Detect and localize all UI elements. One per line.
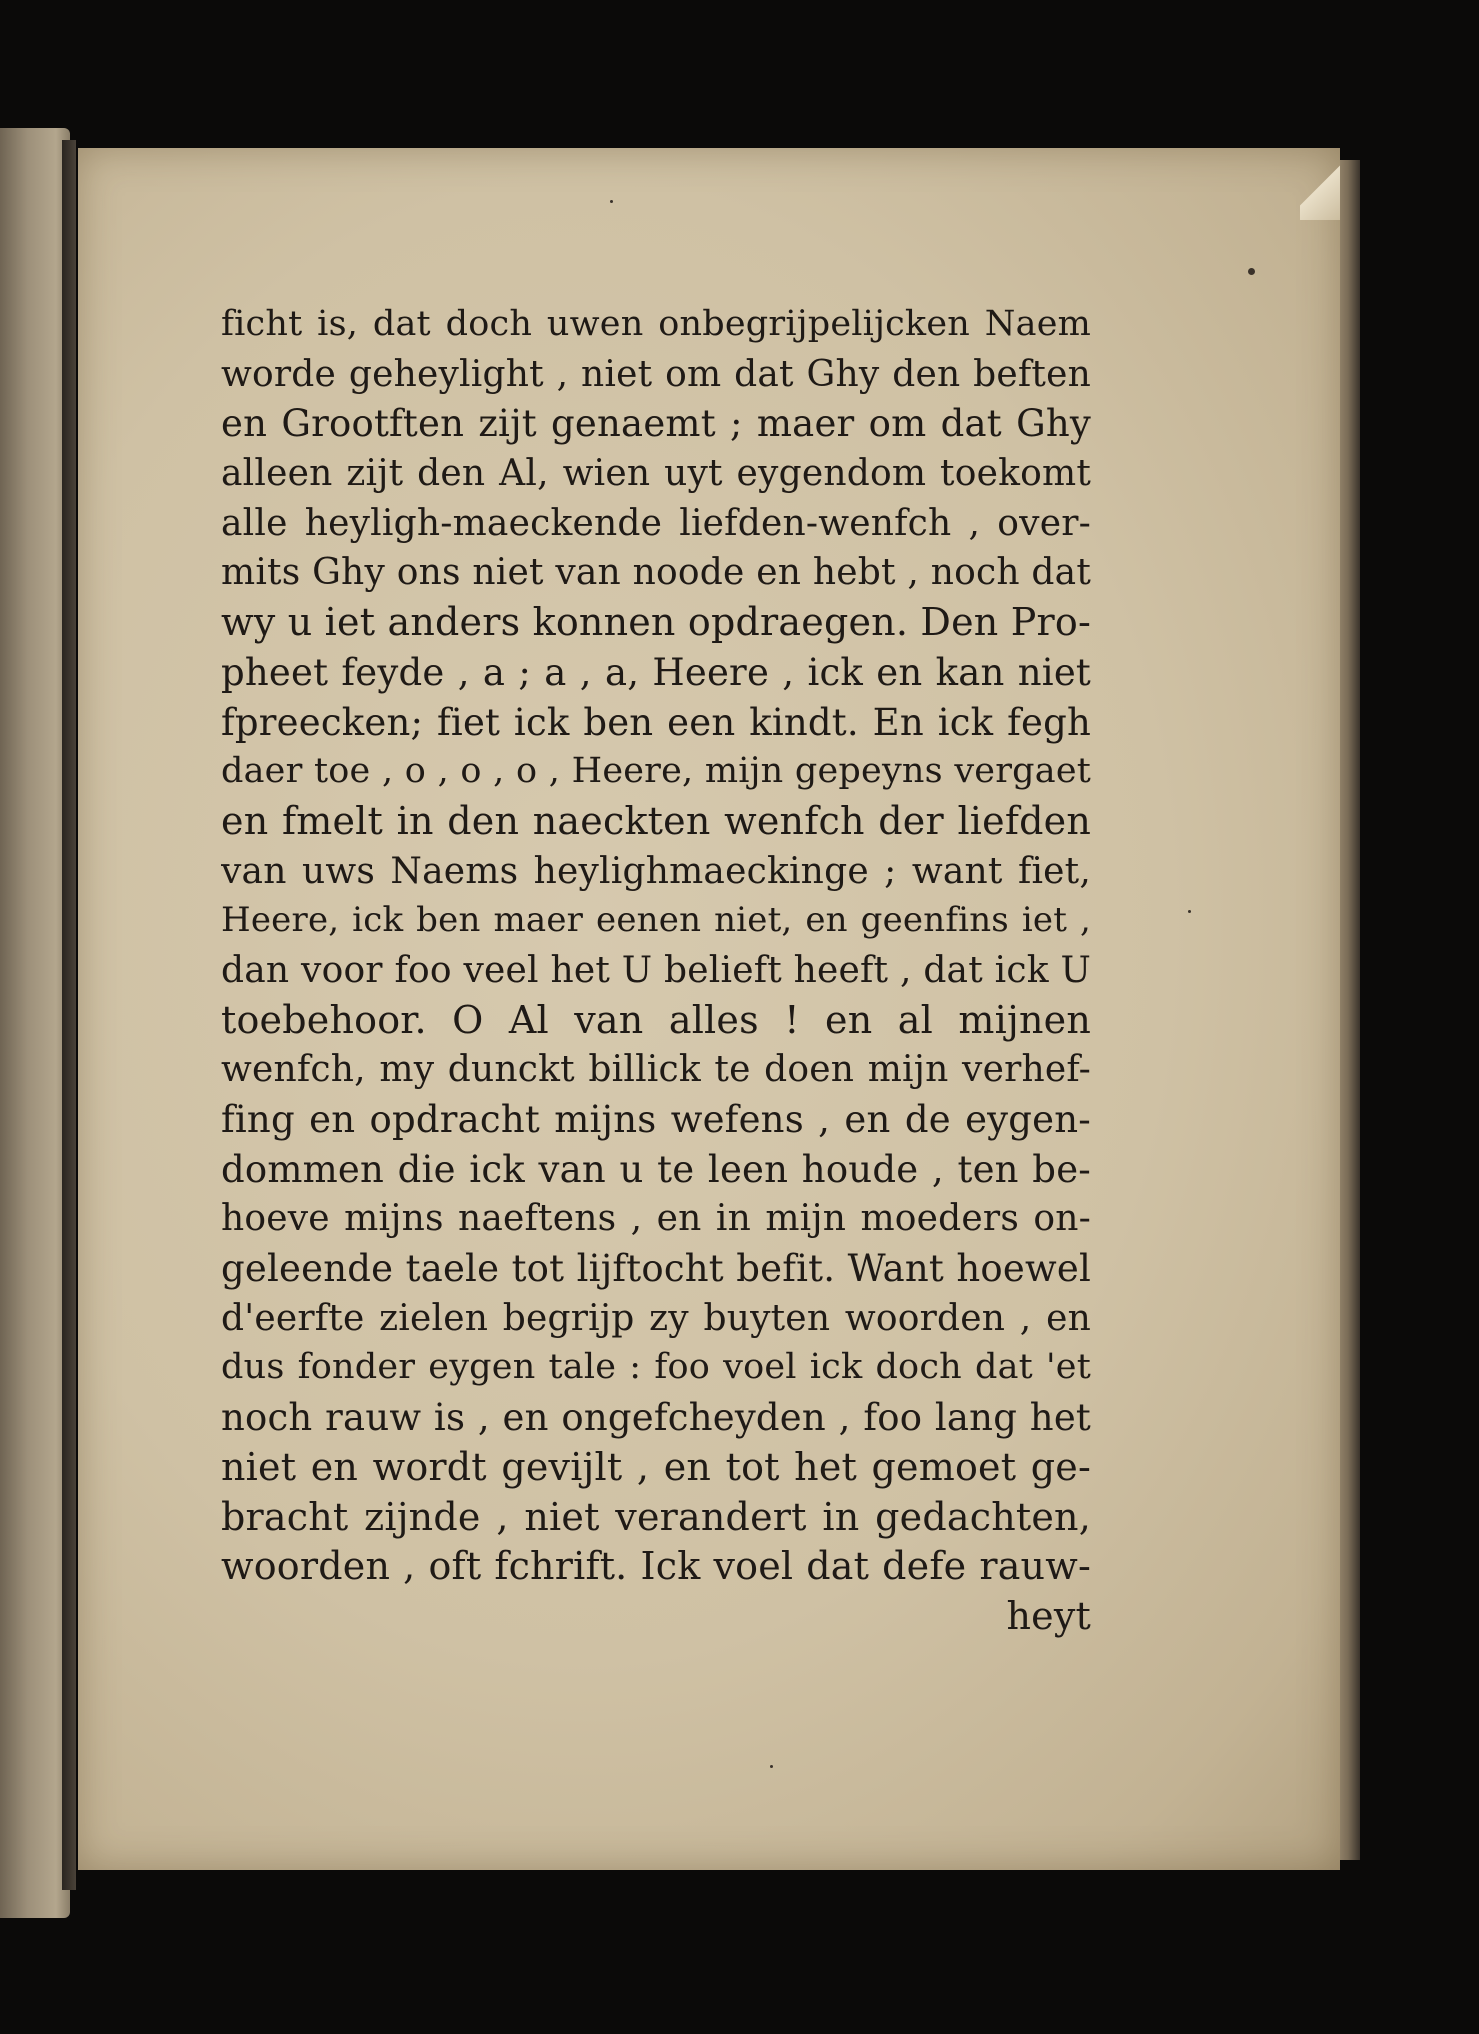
text-line: dommen die ick van u te leen houde , ten be- [221,1147,1091,1191]
text-line: dus fonder eygen tale : foo voel ick doch dat 'et [221,1347,1091,1388]
text-line: Heere, ick ben maer eenen niet, en geenfins iet , [221,900,1091,941]
text-line: mits Ghy ons niet van noode en hebt , noch dat [221,552,1091,594]
ink-speck [1188,910,1191,913]
gutter-shadow [62,140,76,1890]
catchword: heyt [1006,1593,1091,1638]
text-line: ficht is, dat doch uwen onbegrijpelijcken Naem [221,304,1091,344]
text-line: fing en opdracht mijns wefens , en de eygen- [221,1098,1091,1141]
text-line: dan voor foo veel het U belieft heeft , dat ick U [221,949,1091,991]
ink-speck [610,200,613,203]
body-text [221,300,1091,1642]
text-line: noch rauw is , en ongefcheyden , foo lang het [221,1396,1091,1440]
text-line: en Grootften zijt genaemt ; maer om dat Ghy [221,402,1091,446]
left-page-edge [0,128,70,1918]
text-line: woorden , oft fchrift. Ick voel dat defe rauw- [221,1544,1091,1589]
text-line: wenfch, my dunckt billick te doen mijn verhef- [221,1049,1091,1091]
text-line: d'eerfte zielen begrijp zy buyten woorden , en [221,1297,1091,1339]
text-line: niet en wordt gevijlt , en tot het gemoet ge- [221,1444,1091,1489]
ink-speck [770,1765,773,1768]
text-line: toebehoor. O Al van alles ! en al mijnen [221,997,1091,1042]
text-line: alleen zijt den Al, wien uyt eygendom toekomt [221,453,1091,495]
corner-fold [1300,160,1340,220]
text-line: wy u iet anders konnen opdraegen. Den Pro- [221,600,1091,645]
text-line: worde geheylight , niet om dat Ghy den beften [221,353,1091,395]
ink-speck [1248,268,1255,275]
text-line: alle heyligh-maeckende liefden-wenfch , over- [221,502,1091,544]
text-line: daer toe , o , o , o , Heere, mijn gepeyns vergaet [221,751,1091,792]
text-line: en fmelt in den naeckten wenfch der liefden [221,798,1091,843]
text-line: fpreecken; fiet ick ben een kindt. En ick fegh [221,700,1091,744]
text-line: van uws Naems heylighmaeckinge ; want fiet, [221,850,1091,892]
text-line: geleende taele tot lijftocht befit. Want hoewel [221,1247,1091,1291]
text-line: bracht zijnde , niet verandert in gedachten, [221,1494,1091,1539]
text-line: pheet feyde , a ; a , a, Heere , ick en kan niet [221,650,1091,694]
text-line: hoeve mijns naeftens , en in mijn moeders on- [221,1198,1091,1240]
